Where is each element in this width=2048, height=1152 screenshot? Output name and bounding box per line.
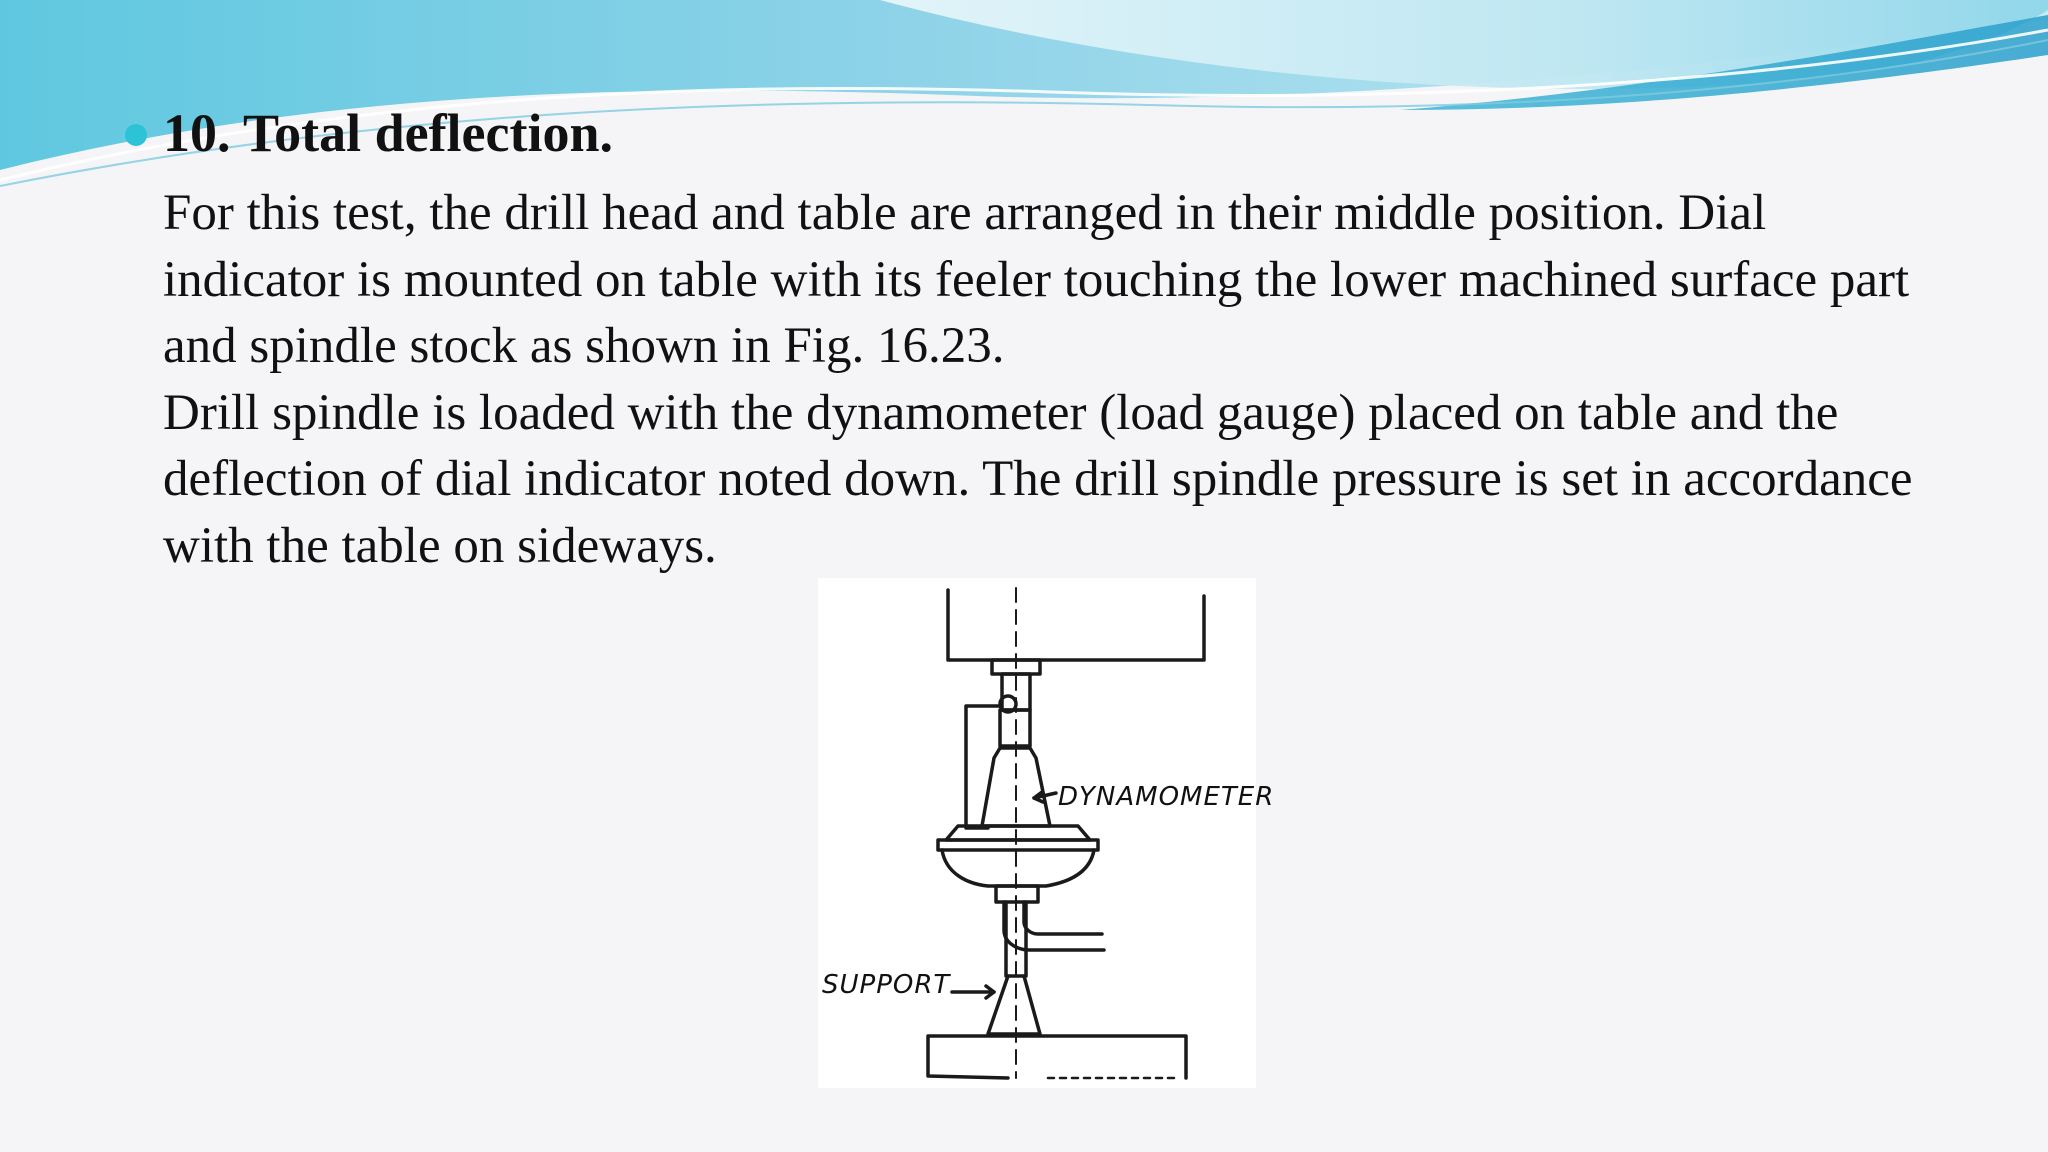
slide-body [163,180,1943,579]
figure-label-support: SUPPORT [822,970,951,1000]
dynamometer-test-figure [818,578,1275,1088]
slide-heading: 10. Total deflection. [163,103,614,163]
figure-label-dynamometer: DYNAMOMETER [1058,782,1275,812]
drill-spindle-diagram [818,578,1256,1088]
body-paragraph-2: Drill spindle is loaded with the dynamometer (load gauge) placed on table and the deflection of dial indicator noted down. The drill spindle pressure is set in accordance with the table on sideways. [163,384,1913,574]
bullet-icon [125,124,147,146]
body-paragraph-1: For this test, the drill head and table are arranged in their middle position. Dial indicator is mounted on table with its feeler touching the lower machined surface part and spindle stock as shown in Fig. 16.23. [163,185,1910,374]
